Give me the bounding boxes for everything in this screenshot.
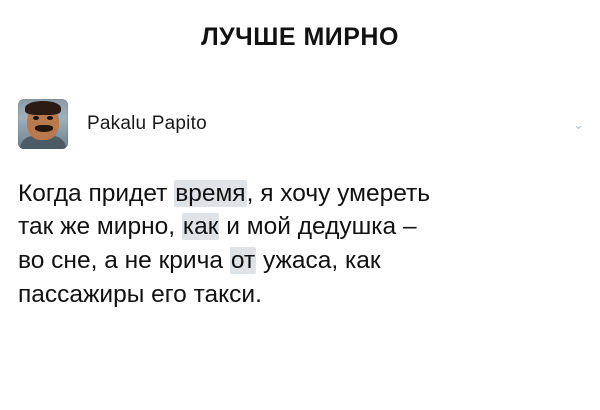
avatar-moustache-shape: [35, 125, 53, 132]
post-text-line-3: [18, 244, 580, 278]
post-text-line-4: пассажиры его такси.: [18, 280, 262, 308]
post-text-highlight: как: [182, 213, 219, 241]
post-author-row: [0, 99, 600, 149]
post-text-highlight: время: [175, 179, 246, 207]
post-text: [0, 177, 600, 312]
avatar-right-eye-shape: [47, 116, 53, 120]
post-text-segment: , я хочу умереть: [246, 179, 431, 207]
post-text-highlight: от: [230, 247, 256, 275]
post-text-segment: и мой дедушка –: [219, 213, 417, 241]
avatar: [18, 99, 68, 149]
page-title: ЛУЧШЕ МИРНО: [201, 23, 399, 51]
post-text-segment: ужаса, как: [256, 247, 381, 275]
post-text-line-2: [18, 210, 580, 244]
post-text-segment: Когда придет: [18, 179, 175, 207]
post-text-segment: во сне, а не крича: [18, 247, 230, 275]
post-text-segment: так же мирно,: [18, 213, 182, 241]
chevron-down-icon[interactable]: ⌄: [573, 117, 584, 132]
author-name: Pakalu Papito: [87, 112, 207, 134]
post-text-line-1: [18, 177, 580, 211]
avatar-hair-shape: [25, 101, 61, 115]
avatar-left-eye-shape: [33, 116, 39, 120]
